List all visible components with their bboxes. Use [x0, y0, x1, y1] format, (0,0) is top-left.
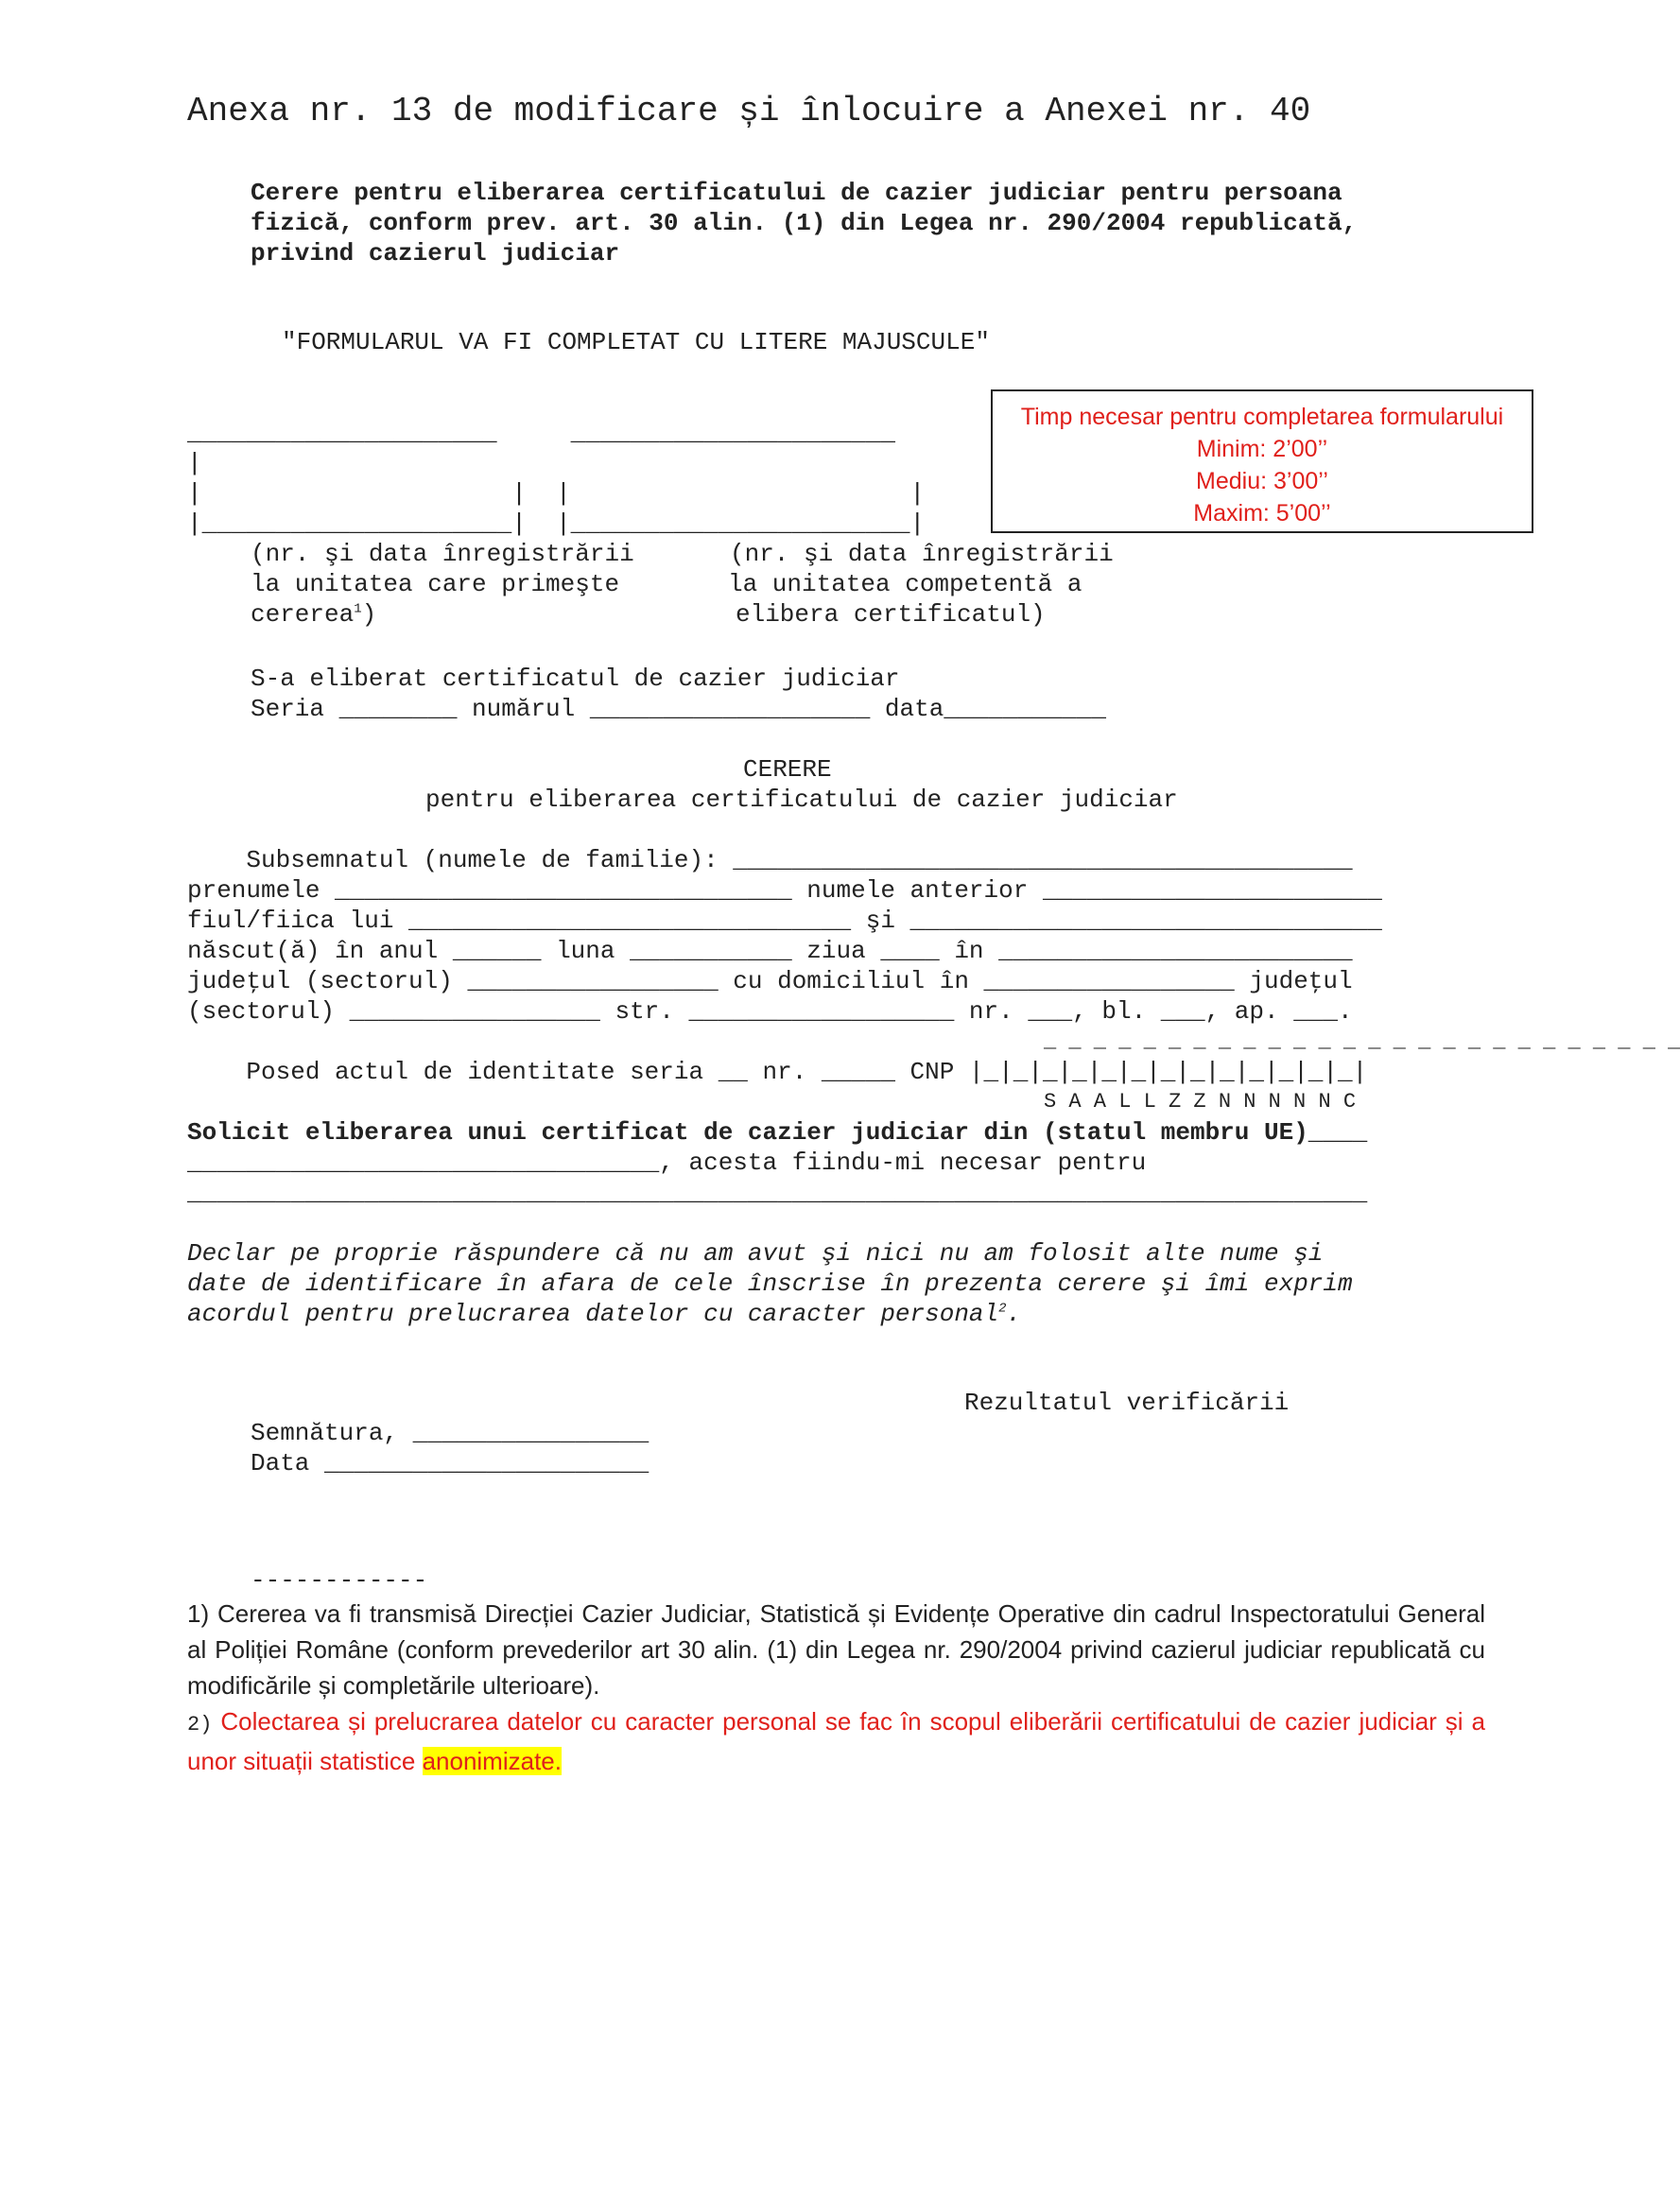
signature-field[interactable]: Semnătura, ________________	[251, 1419, 649, 1447]
time-average: Mediu: 3’00’’	[1196, 468, 1328, 494]
field-identity-cnp[interactable]: Posed actul de identitate seria __ nr. _____ CNP |_|_|_|_|_|_|_|_|_|_|_|_|_|	[187, 1058, 1368, 1086]
declaration-line-1: Declar pe proprie răspundere că nu am avut şi nici nu am folosit alte nume şi	[187, 1239, 1324, 1268]
time-minimum: Minim: 2’00’’	[1196, 436, 1328, 462]
field-family-name[interactable]: Subsemnatul (numele de familie): __________________________________________	[187, 846, 1353, 874]
cnp-grid-top: _ _ _ _ _ _ _ _ _ _ _ _ _ _ _ _ _ _ _ _ _ _ _ _ _ _	[1044, 1029, 1680, 1053]
registration-box-bottom[interactable]: |_____________________| |_______________________|	[187, 510, 926, 538]
footnote-2: 2) Colectarea și prelucrarea datelor cu caracter personal se fac în scopul eliberării certificatului de cazier judiciar și a unor situații statistice anonimizate.	[187, 1707, 1485, 1775]
time-box-title: Timp necesar pentru completarea formularului	[1020, 404, 1504, 430]
footnote-separator: ------------	[251, 1566, 428, 1595]
declaration-line-3: acordul pentru prelucrarea datelor cu caracter personal$^2$.	[187, 1300, 1022, 1328]
verification-result-label: Rezultatul verificării	[964, 1389, 1290, 1417]
left-caption-line-3: cererea$^1$)	[251, 600, 377, 629]
highlighted-word: anonimizate.	[422, 1747, 562, 1775]
solicit-line-2[interactable]: ________________________________, acesta fiindu-mi necesar pentru	[187, 1149, 1147, 1177]
completion-time-box	[991, 389, 1533, 533]
annex-title: Anexa nr. 13 de modificare și înlocuire a Anexei nr. 40	[187, 92, 1311, 130]
registration-box-edge: |	[187, 449, 202, 477]
heading-line-3: privind cazierul judiciar	[251, 239, 620, 268]
field-parents[interactable]: fiul/fiica lui ______________________________ şi ________________________________	[187, 907, 1382, 935]
request-subtitle: pentru eliberarea certificatului de cazier judiciar	[425, 786, 1178, 814]
time-maximum: Maxim: 5’00’’	[1193, 500, 1331, 527]
registration-box-middle[interactable]: | | | |	[187, 479, 926, 508]
left-caption-line-1: (nr. şi data înregistrării	[251, 540, 634, 568]
date-field[interactable]: Data ______________________	[251, 1449, 649, 1477]
field-first-name[interactable]: prenumele _______________________________ numele anterior _______________________	[187, 876, 1382, 905]
field-street[interactable]: (sectorul) _________________ str. __________________ nr. ___, bl. ___, ap. ___.	[187, 997, 1353, 1026]
right-caption-line-3: elibera certificatul)	[736, 600, 1046, 629]
request-title: CERERE	[743, 755, 832, 784]
registration-box-top: _____________________ ______________________	[187, 419, 895, 447]
cnp-legend: S A A L L Z Z N N N N N C	[1044, 1090, 1357, 1114]
heading-line-1: Cerere pentru eliberarea certificatului de cazier judiciar pentru persoana	[251, 179, 1342, 207]
left-caption-line-2: la unitatea care primeşte	[251, 570, 620, 598]
right-caption-line-1: (nr. şi data înregistrării	[730, 540, 1114, 568]
uppercase-notice: "FORMULARUL VA FI COMPLETAT CU LITERE MAJUSCULE"	[282, 328, 990, 356]
footnote-1: 1) Cererea va fi transmisă Direcției Cazier Judiciar, Statistică și Evidențe Operative din cadrul Inspectoratului General al Poliției Române (conform prevederilor art 30 alin. (1) din Legea nr. 290/2004 privind cazierul judiciar republicată cu modificările și completările ulterioare).	[187, 1599, 1485, 1700]
footnote-ref-1: 1	[354, 601, 362, 617]
issued-certificate-fields[interactable]: Seria ________ numărul ___________________ data___________	[251, 695, 1106, 723]
declaration-line-2: date de identificare în afara de cele înscrise în prezenta cerere şi îmi exprim	[187, 1270, 1353, 1298]
field-birth[interactable]: născut(ă) în anul ______ luna ___________ ziua ____ în ________________________	[187, 937, 1353, 965]
heading-line-2: fizică, conform prev. art. 30 alin. (1) din Legea nr. 290/2004 republicată,	[251, 209, 1358, 237]
field-county-address[interactable]: judeţul (sectorul) _________________ cu domiciliul în _________________ judeţul	[187, 967, 1353, 995]
footnote-ref-2: 2	[998, 1301, 1007, 1317]
issued-certificate-label: S-a eliberat certificatul de cazier judiciar	[251, 665, 900, 693]
solicit-line-1[interactable]: Solicit eliberarea unui certificat de cazier judiciar din (statul membru UE)____	[187, 1118, 1368, 1147]
purpose-line[interactable]: ________________________________________________________________________________	[187, 1179, 1368, 1207]
right-caption-line-2: la unitatea competentă a	[728, 570, 1082, 598]
